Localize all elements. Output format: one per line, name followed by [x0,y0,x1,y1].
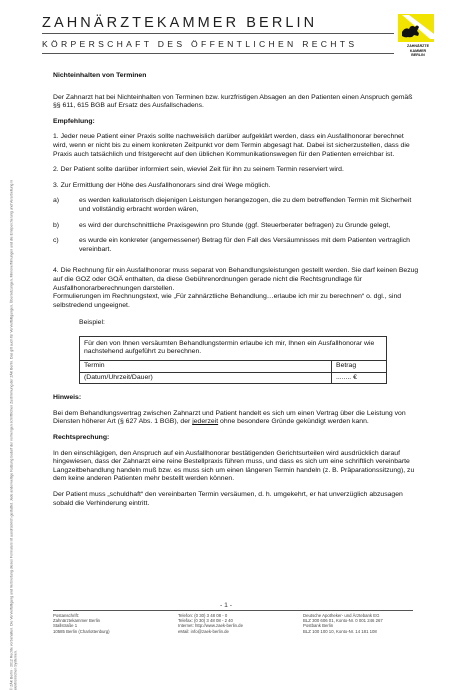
subtitle-divider [42,53,394,54]
hinweis-heading: Hinweis: [53,394,82,402]
termin-header: Termin [80,361,332,372]
footer-line: Postbank Berlin [303,623,334,629]
footer-line: BLZ 300 606 01, Konto-Nr. 0 001 246 267 [303,618,383,624]
footer-line: Internet: http://www.zaek-berlin.de [178,623,243,629]
letterhead [0,0,452,64]
footer-line: Stallstraße 1 [53,623,78,629]
footer-line: 10585 Berlin (Charlottenburg) [53,628,110,634]
hinweis-underlined: jederzeit [192,418,219,426]
hinweis-text-end: ohne besondere Gründe gekündigt werden kann. [218,418,369,426]
footer-line: Deutsche Apotheker- und Ärztebank EG [303,613,380,618]
hinweis-text-start: Bei dem Behandlungsvertrag zwischen Zahnarzt und Patient handelt es sich um einen Vertrag über die Leistung von Diensten höherer Art (§ 627 Abs. 1 BGB), der [53,409,406,426]
option-label: b) [53,221,60,229]
recommendation-3: 3. Zur Ermittlung der Höhe des Ausfallhonorars sind drei Wege möglich. [53,181,271,189]
rechtsprechung-heading: Rechtsprechung: [53,434,110,442]
betrag-value: ........ € [336,373,357,381]
footer-contact [178,613,303,634]
footer-line: eMail: info@zaek-berlin.de [178,628,229,634]
page-number: - 1 - [219,602,233,609]
example-invoice-text: Für den von Ihnen versäumten Behandlungstermin erlaube ich mir, Ihnen ein Ausfallhonorar wie nachstehend aufgeführt zu berechnen. [80,337,386,361]
intro-paragraph: Der Zahnarzt hat bei Nichteinhalten von Terminen bzw. kurzfristigen Absagen an den Patienten einen Anspruch gemäß §§ 611, 615 BGB auf Ersatz des Ausfallschadens. [53,93,413,110]
footer-line: Telefax: (0 30) 3 48 08 - 2 40 [178,618,233,624]
logo-caption-line-2: KAMMER [409,48,427,53]
rechtsprechung-paragraph: In den einschlägigen, den Anspruch auf ein Ausfallhonorar bestätigenden Gerichtsurteilen wird ausdrücklich darauf hingewiesen, dass der Zahnarzt eine reine Bestellpraxis führen muss, und dass es sich um eine schriftlich vereinbarte Langzeitbehandlung handeln muß bzw. es muss sich um einen längeren Termin handeln (z. B. Präparationssitzung), zu dem keine anderen Patienten mehr bestellt werden können. [53,449,415,483]
footer-line: Zahnärztekammer Berlin [53,618,101,624]
list-item [53,222,419,231]
table-row [80,361,386,372]
example-label: Beispiel: [79,319,105,327]
org-subtitle: KÖRPERSCHAFT DES ÖFFENTLICHEN RECHTS [42,39,358,49]
empfehlung-heading: Empfehlung: [53,117,95,125]
closing-paragraph: Der Patient muss „schuldhaft“ den vereinbarten Termin versäumen, d. h. umgekehrt, er hat unverzüglich abzusagen sobald die Verhinderung eintritt. [53,491,403,507]
table-row [80,372,386,384]
logo-caption-line-1: ZAHNÄRZTE [407,44,429,48]
footer-bank [303,613,413,634]
footer-line: Telefon: (0 30) 3 48 08 - 0 [178,613,228,618]
termin-value: (Datum/Uhrzeit/Dauer) [80,373,332,384]
footer-line: Postanschrift: [53,613,80,618]
footer-divider [53,610,413,611]
sidebar-copyright: © ZÄK Berlin · 2012 Rechte vorbehalten. Die Vervielfältigung und Verbreitung dieses Formulars ist ausdrücklich gestattet. Jede anderweitige Nutzung bedarf der vorherigen schriftlichen Zustimmung der ZÄK Berlin. Das gilt auch für Vervielfältigungen, Übersetzungen, Mikroverfilmungen und die Einspeicherung und Verarbeitung in elektronischen Systemen. [9,179,18,690]
option-label: c) [53,237,59,245]
org-title: ZAHNÄRZTEKAMMER BERLIN [42,15,318,31]
title-divider [42,33,394,34]
option-text: es wurde ein konkreter (angemessener) Betrag für den Fall des Versäumnisses mit dem Patienten vertraglich vereinbart. [79,237,410,253]
document-body [53,72,419,515]
list-item [53,197,419,214]
footer-line: BLZ 100 100 10, Konto-Nr. 14 181 108 [303,628,377,634]
recommendation-4-note: Formulierungen im Rechnungstext, wie „Für zahnärztliche Behandlung…erlaube ich mir zu berechnen“ o. dgl., sind selbstredend ungeeignet. [53,293,402,309]
betrag-header: Betrag [336,362,357,370]
document-heading: Nichteinhalten von Terminen [53,72,147,79]
example-invoice-box [79,336,387,384]
option-text: es werden kalkulatorisch diejenigen Leistungen herangezogen, die zu dem betreffenden Termin mit Sicherheit und vollständig erbracht worden wären, [79,197,412,213]
hinweis-paragraph [53,410,419,427]
footer [53,613,413,634]
footer-address [53,613,178,634]
logo-caption-line-3: BERLIN [411,53,425,57]
recommendation-2: 2. Der Patient sollte darüber informiert sein, wieviel Zeit für ihn zu seinem Termin reserviert wird. [53,166,344,174]
recommendation-1: 1. Jeder neue Patient einer Praxis sollte nachweislich darüber aufgeklärt werden, dass ein Ausfallhonorar berechnet wird, wenn er nicht bis zu einem konkreten Zeitpunkt vor dem Termin abgesagt hat. Dabei ist sicherzustellen, dass die Praxis auch tatsächlich und fristgerecht auf den üblichen Kommunikationswegen für den Patienten erreichbar ist. [53,133,410,158]
option-text: es wird der durchschnittliche Praxisgewinn pro Stunde (ggf. Steuerberater befragen) zu Grunde gelegt, [79,221,391,229]
recommendation-4: 4. Die Rechnung für ein Ausfallhonorar muss separat von Behandlungsleistungen gestellt werden. Sie darf keinen Bezug auf die GOZ oder GOÄ enthalten, da diese Gebührenordnungen gerade nicht die Rechtsgrundlage für Ausfallhonorarberechnungen darstellen. [53,267,419,292]
list-item [53,237,419,254]
option-label: a) [53,197,60,205]
